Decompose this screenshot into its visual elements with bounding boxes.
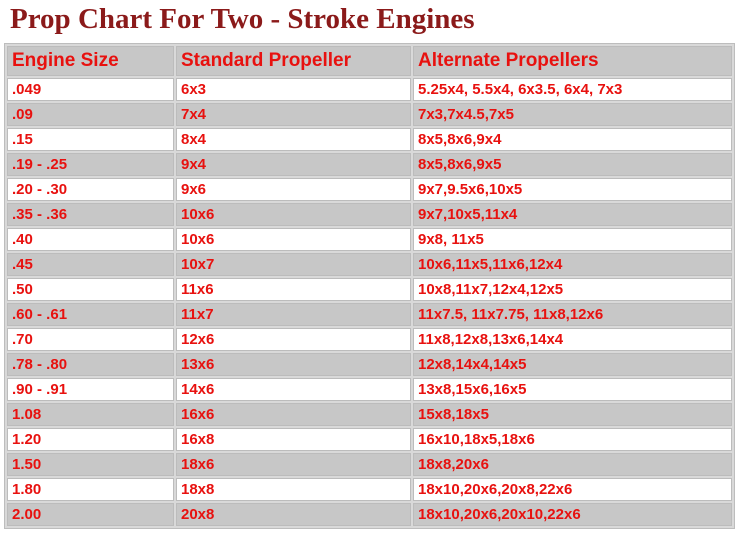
alternate-propellers-cell: 15x8,18x5 <box>413 403 732 426</box>
engine-size-cell: 2.00 <box>7 503 174 526</box>
table-row <box>7 278 732 301</box>
alternate-propellers-cell: 8x5,8x6,9x5 <box>413 153 732 176</box>
alternate-propellers-cell: 10x8,11x7,12x4,12x5 <box>413 278 732 301</box>
standard-propeller-cell: 8x4 <box>176 128 411 151</box>
standard-propeller-cell: 7x4 <box>176 103 411 126</box>
table-row <box>7 303 732 326</box>
engine-size-cell: 1.08 <box>7 403 174 426</box>
column-header-standard-propeller: Standard Propeller <box>176 46 411 76</box>
table-row <box>7 403 732 426</box>
engine-size-cell: .50 <box>7 278 174 301</box>
table-row <box>7 328 732 351</box>
alternate-propellers-cell: 5.25x4, 5.5x4, 6x3.5, 6x4, 7x3 <box>413 78 732 101</box>
table-row <box>7 178 732 201</box>
standard-propeller-cell: 10x6 <box>176 203 411 226</box>
alternate-propellers-cell: 18x8,20x6 <box>413 453 732 476</box>
table-row <box>7 378 732 401</box>
standard-propeller-cell: 18x6 <box>176 453 411 476</box>
alternate-propellers-cell: 7x3,7x4.5,7x5 <box>413 103 732 126</box>
engine-size-cell: .19 - .25 <box>7 153 174 176</box>
table-row <box>7 153 732 176</box>
engine-size-cell: .70 <box>7 328 174 351</box>
standard-propeller-cell: 9x4 <box>176 153 411 176</box>
table-row <box>7 453 732 476</box>
column-header-alternate-propellers: Alternate Propellers <box>413 46 732 76</box>
alternate-propellers-cell: 16x10,18x5,18x6 <box>413 428 732 451</box>
alternate-propellers-cell: 18x10,20x6,20x10,22x6 <box>413 503 732 526</box>
alternate-propellers-cell: 8x5,8x6,9x4 <box>413 128 732 151</box>
table-row <box>7 253 732 276</box>
standard-propeller-cell: 11x7 <box>176 303 411 326</box>
table-row <box>7 128 732 151</box>
standard-propeller-cell: 11x6 <box>176 278 411 301</box>
alternate-propellers-cell: 9x7,9.5x6,10x5 <box>413 178 732 201</box>
engine-size-cell: 1.20 <box>7 428 174 451</box>
alternate-propellers-cell: 11x8,12x8,13x6,14x4 <box>413 328 732 351</box>
alternate-propellers-cell: 11x7.5, 11x7.75, 11x8,12x6 <box>413 303 732 326</box>
standard-propeller-cell: 16x6 <box>176 403 411 426</box>
engine-size-cell: 1.50 <box>7 453 174 476</box>
standard-propeller-cell: 18x8 <box>176 478 411 501</box>
table-row <box>7 203 732 226</box>
page-title: Prop Chart For Two - Stroke Engines <box>10 3 475 35</box>
engine-size-cell: .45 <box>7 253 174 276</box>
standard-propeller-cell: 13x6 <box>176 353 411 376</box>
standard-propeller-cell: 14x6 <box>176 378 411 401</box>
table-row <box>7 78 732 101</box>
standard-propeller-cell: 10x7 <box>176 253 411 276</box>
standard-propeller-cell: 20x8 <box>176 503 411 526</box>
engine-size-cell: .049 <box>7 78 174 101</box>
standard-propeller-cell: 6x3 <box>176 78 411 101</box>
table-row <box>7 103 732 126</box>
alternate-propellers-cell: 12x8,14x4,14x5 <box>413 353 732 376</box>
standard-propeller-cell: 12x6 <box>176 328 411 351</box>
alternate-propellers-cell: 13x8,15x6,16x5 <box>413 378 732 401</box>
table-row <box>7 503 732 526</box>
table-header-row <box>7 46 732 76</box>
prop-chart-table <box>4 43 735 529</box>
table-row <box>7 228 732 251</box>
engine-size-cell: .35 - .36 <box>7 203 174 226</box>
standard-propeller-cell: 10x6 <box>176 228 411 251</box>
table-row <box>7 478 732 501</box>
table-row <box>7 428 732 451</box>
engine-size-cell: .40 <box>7 228 174 251</box>
engine-size-cell: .78 - .80 <box>7 353 174 376</box>
engine-size-cell: .60 - .61 <box>7 303 174 326</box>
alternate-propellers-cell: 18x10,20x6,20x8,22x6 <box>413 478 732 501</box>
engine-size-cell: .20 - .30 <box>7 178 174 201</box>
table-row <box>7 353 732 376</box>
engine-size-cell: .90 - .91 <box>7 378 174 401</box>
engine-size-cell: .15 <box>7 128 174 151</box>
alternate-propellers-cell: 9x8, 11x5 <box>413 228 732 251</box>
engine-size-cell: 1.80 <box>7 478 174 501</box>
standard-propeller-cell: 9x6 <box>176 178 411 201</box>
column-header-engine-size: Engine Size <box>7 46 174 76</box>
alternate-propellers-cell: 10x6,11x5,11x6,12x4 <box>413 253 732 276</box>
engine-size-cell: .09 <box>7 103 174 126</box>
alternate-propellers-cell: 9x7,10x5,11x4 <box>413 203 732 226</box>
standard-propeller-cell: 16x8 <box>176 428 411 451</box>
